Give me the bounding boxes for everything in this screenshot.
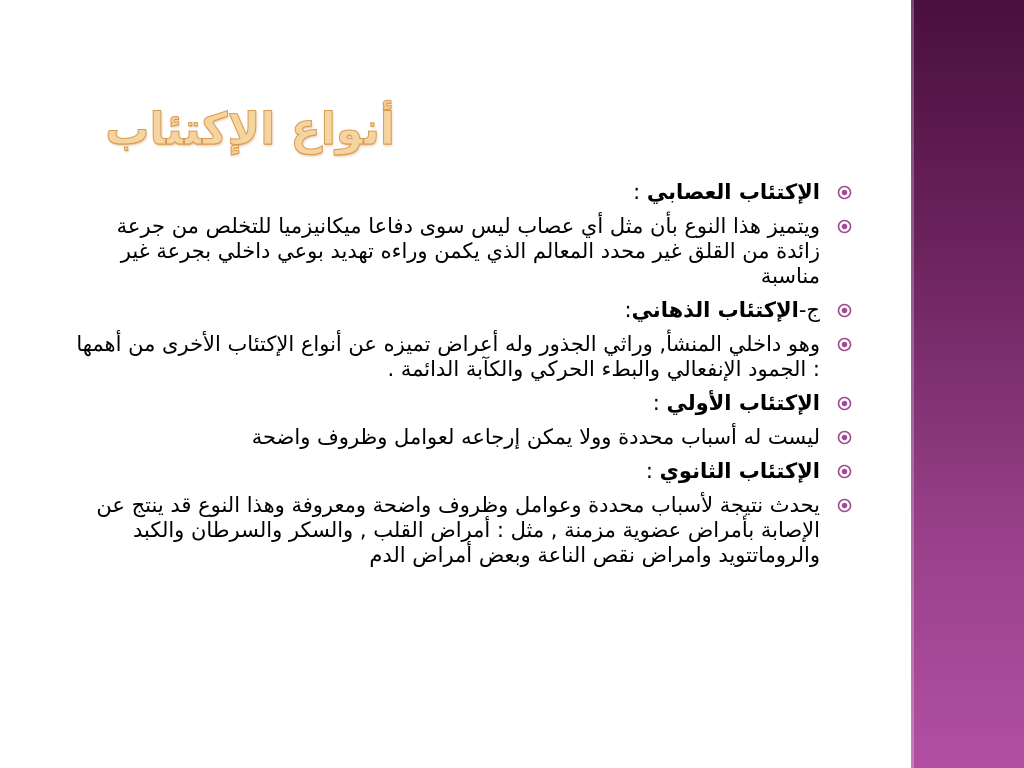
list-item bbox=[70, 425, 852, 450]
list-item bbox=[70, 391, 852, 416]
slide-title: أنواع الإكتئاب bbox=[105, 104, 395, 155]
item-text: ليست له أسباب محددة وولا يمكن إرجاعه لعوامل وظروف واضحة bbox=[251, 425, 820, 449]
circled-dot-bullet-icon bbox=[837, 498, 852, 513]
item-text: وهو داخلي المنشأ, وراثي الجذور وله أعراض تميزه عن أنواع الإكتئاب الأخرى من أهمها : الجمود الإنفعالي والبطء الحركي والكآبة الدائمة . bbox=[76, 332, 820, 381]
list-item bbox=[70, 493, 852, 568]
circled-dot-bullet-icon bbox=[837, 337, 852, 352]
list-item bbox=[70, 298, 852, 323]
circled-dot-bullet-icon bbox=[837, 219, 852, 234]
item-heading: الإكتئاب الأولي bbox=[666, 391, 820, 415]
item-text: : bbox=[652, 391, 667, 415]
item-text: : bbox=[645, 459, 660, 483]
list-item bbox=[70, 180, 852, 205]
item-text: يحدث نتيجة لأسباب محددة وعوامل وظروف واضحة ومعروفة وهذا النوع قد ينتج عن الإصابة بأمراض عضوية مزمنة , مثل : أمراض القلب , والسكر والسرطان والكبد والروماتتويد وامراض نقص الناعة وبعض أمراض الدم bbox=[96, 493, 820, 567]
circled-dot-bullet-icon bbox=[837, 430, 852, 445]
item-text: : bbox=[633, 180, 647, 204]
item-heading: الإكتئاب الذهاني bbox=[631, 298, 799, 322]
bullet-list bbox=[70, 180, 852, 568]
decorative-side-band bbox=[911, 0, 1024, 768]
list-item bbox=[70, 459, 852, 484]
item-text: : bbox=[624, 298, 632, 322]
list-item bbox=[70, 214, 852, 289]
circled-dot-bullet-icon bbox=[837, 185, 852, 200]
circled-dot-bullet-icon bbox=[837, 464, 852, 479]
circled-dot-bullet-icon bbox=[837, 303, 852, 318]
list-item bbox=[70, 332, 852, 382]
circled-dot-bullet-icon bbox=[837, 396, 852, 411]
item-heading: الإكتئاب الثانوي bbox=[659, 459, 820, 483]
item-text: ويتميز هذا النوع بأن مثل أي عصاب ليس سوى دفاعا ميكانيزميا للتخلص من جرعة زائدة من القلق غير محدد المعالم الذي يكمن وراءه تهديد بوعي داخلي بجرعة غير مناسبة bbox=[116, 214, 820, 288]
item-prefix: ج- bbox=[798, 298, 820, 322]
item-heading: الإكتئاب العصابي bbox=[646, 180, 820, 204]
